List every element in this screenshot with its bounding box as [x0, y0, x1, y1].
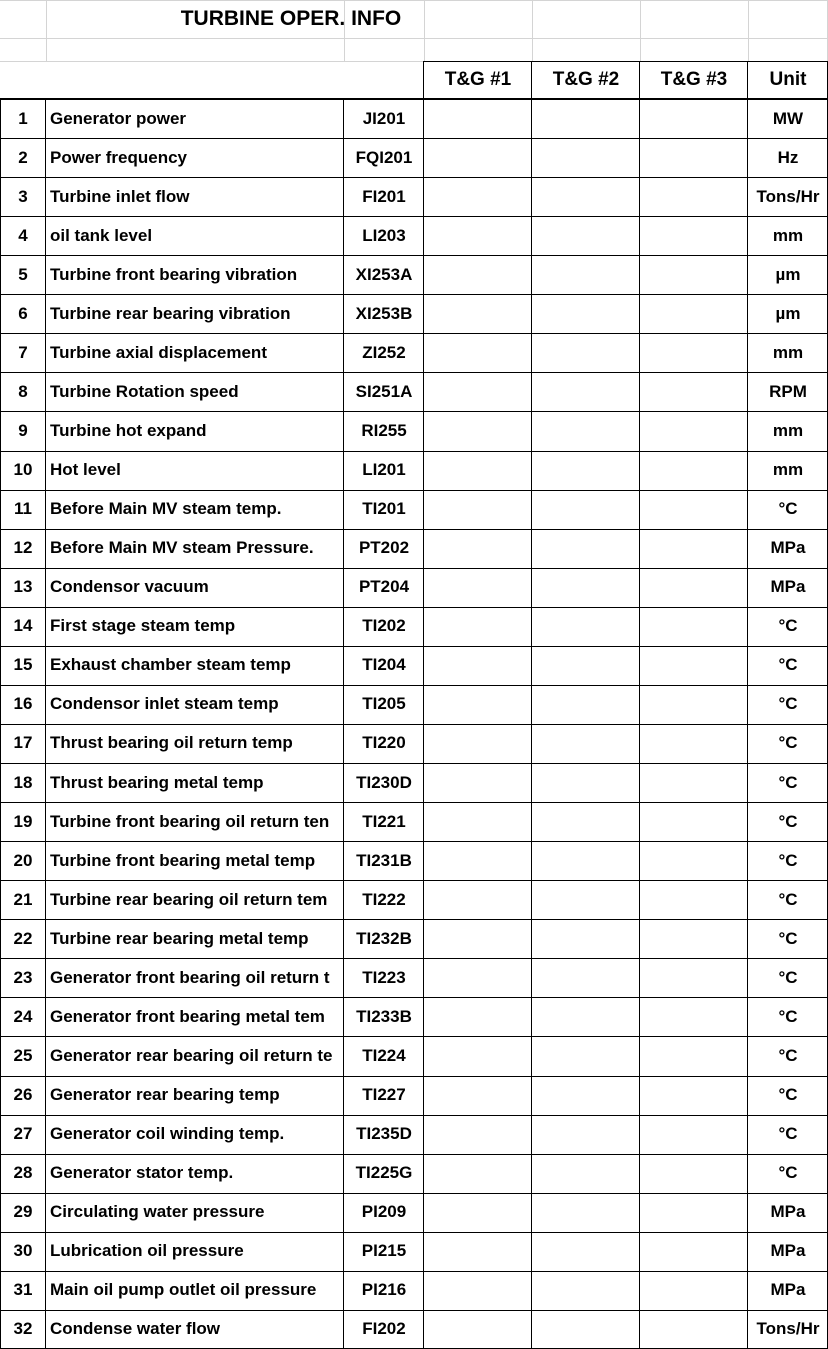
parameter-name[interactable]: Turbine rear bearing vibration — [50, 303, 291, 323]
parameter-name[interactable]: Thrust bearing oil return temp — [50, 733, 293, 753]
tg3-value-cell[interactable] — [640, 372, 748, 411]
parameter-name[interactable]: Turbine inlet flow — [50, 186, 190, 206]
unit-cell[interactable]: MPa — [770, 1241, 806, 1261]
row-number[interactable]: 29 — [13, 1202, 33, 1222]
row-number[interactable]: 7 — [18, 342, 28, 362]
tg1-value-cell[interactable] — [424, 138, 532, 177]
table-border — [0, 724, 828, 725]
tg1-value-cell[interactable] — [424, 1076, 532, 1115]
tg3-value-cell[interactable] — [640, 490, 748, 529]
parameter-name[interactable]: Hot level — [50, 460, 121, 480]
tg1-value-cell[interactable] — [424, 529, 532, 568]
row-number[interactable]: 25 — [13, 1045, 33, 1065]
row-number[interactable]: 13 — [13, 577, 33, 597]
table-border — [0, 1036, 828, 1037]
tag-code[interactable]: PT202 — [358, 538, 410, 558]
row-number[interactable]: 21 — [13, 889, 33, 909]
tg3-value-cell[interactable] — [640, 451, 748, 490]
sheet-gridline — [640, 0, 641, 61]
tg2-value-cell[interactable] — [532, 1036, 640, 1075]
tg2-value-cell[interactable] — [532, 646, 640, 685]
tg1-value-cell[interactable] — [424, 958, 532, 997]
tg2-value-cell[interactable] — [532, 1115, 640, 1154]
tag-code[interactable]: TI204 — [362, 655, 406, 675]
tg2-value-cell[interactable] — [532, 255, 640, 294]
tg1-value-cell[interactable] — [424, 333, 532, 372]
parameter-name[interactable]: Condensor vacuum — [50, 577, 209, 597]
tg3-value-cell[interactable] — [640, 1271, 748, 1310]
unit-cell[interactable]: Hz — [777, 147, 799, 167]
parameter-name[interactable]: Lubrication oil pressure — [50, 1241, 244, 1261]
table-border — [343, 99, 344, 1349]
tg3-value-cell[interactable] — [640, 1310, 748, 1349]
tag-code[interactable]: TI202 — [362, 616, 406, 636]
unit-cell[interactable]: µm — [775, 303, 801, 323]
tg1-value-cell[interactable] — [424, 607, 532, 646]
tg3-value-cell[interactable] — [640, 763, 748, 802]
tg3-value-cell[interactable] — [640, 411, 748, 450]
tag-code[interactable]: ZI252 — [362, 342, 406, 362]
unit-cell[interactable]: °C — [778, 616, 798, 636]
tg3-value-cell[interactable] — [640, 177, 748, 216]
tg3-value-cell[interactable] — [640, 216, 748, 255]
row-number[interactable]: 31 — [13, 1280, 33, 1300]
unit-cell[interactable]: MPa — [770, 577, 806, 597]
table-border — [0, 607, 828, 608]
table-border — [0, 1115, 828, 1116]
table-border — [0, 1076, 828, 1077]
table-border — [0, 99, 1, 1349]
parameter-name[interactable]: Generator coil winding temp. — [50, 1124, 285, 1144]
tg2-value-cell[interactable] — [532, 411, 640, 450]
tg3-value-cell[interactable] — [640, 1115, 748, 1154]
parameter-name[interactable]: Generator power — [50, 108, 187, 128]
unit-cell[interactable]: °C — [778, 772, 798, 792]
unit-cell[interactable]: °C — [778, 1163, 798, 1183]
parameter-name[interactable]: First stage steam temp — [50, 616, 236, 636]
tag-code[interactable]: PI215 — [361, 1241, 407, 1261]
sheet-title[interactable]: TURBINE OPER. INFO — [180, 7, 402, 30]
tag-code[interactable]: TI227 — [362, 1085, 406, 1105]
table-border — [0, 99, 828, 100]
tg1-value-cell[interactable] — [424, 372, 532, 411]
table-border — [0, 802, 828, 803]
unit-cell[interactable]: °C — [778, 811, 798, 831]
unit-cell[interactable]: MPa — [770, 538, 806, 558]
tag-code[interactable]: FI202 — [362, 1319, 406, 1339]
parameter-name[interactable]: Turbine axial displacement — [50, 342, 267, 362]
tg3-value-cell[interactable] — [640, 1193, 748, 1232]
table-border — [0, 255, 828, 256]
tag-code[interactable]: TI221 — [362, 811, 406, 831]
table-border — [0, 763, 828, 764]
tg1-value-cell[interactable] — [424, 1036, 532, 1075]
row-number[interactable]: 3 — [18, 186, 28, 206]
unit-cell[interactable]: Tons/Hr — [756, 1319, 820, 1339]
row-number[interactable]: 27 — [13, 1124, 33, 1144]
tg3-value-cell[interactable] — [640, 841, 748, 880]
tg3-value-cell[interactable] — [640, 1154, 748, 1193]
table-border — [0, 1154, 828, 1155]
tg2-value-cell[interactable] — [532, 880, 640, 919]
row-number[interactable]: 30 — [13, 1241, 33, 1261]
tg3-value-cell[interactable] — [640, 958, 748, 997]
tg3-value-cell[interactable] — [640, 255, 748, 294]
tg1-value-cell[interactable] — [424, 646, 532, 685]
table-border — [0, 216, 828, 217]
tag-code[interactable]: SI251A — [355, 381, 413, 401]
tg1-value-cell[interactable] — [424, 763, 532, 802]
row-number[interactable]: 16 — [13, 694, 33, 714]
tg1-value-cell[interactable] — [424, 724, 532, 763]
tg2-value-cell[interactable] — [532, 99, 640, 138]
table-border — [747, 61, 748, 1349]
tg3-value-cell[interactable] — [640, 685, 748, 724]
unit-cell[interactable]: RPM — [769, 381, 807, 401]
table-border — [639, 61, 640, 1349]
tg1-value-cell[interactable] — [424, 997, 532, 1036]
tag-code[interactable]: TI224 — [362, 1045, 406, 1065]
tg2-value-cell[interactable] — [532, 177, 640, 216]
tg1-value-cell[interactable] — [424, 1271, 532, 1310]
row-number[interactable]: 19 — [13, 811, 33, 831]
tag-code[interactable]: XI253A — [355, 264, 413, 284]
tg3-value-cell[interactable] — [640, 294, 748, 333]
parameter-name[interactable]: Turbine front bearing metal temp — [50, 850, 316, 870]
parameter-name[interactable]: Generator rear bearing temp — [50, 1085, 280, 1105]
table-border — [0, 568, 828, 569]
tg2-value-cell[interactable] — [532, 1193, 640, 1232]
table-border — [423, 61, 424, 1349]
tg2-value-cell[interactable] — [532, 490, 640, 529]
tg2-value-cell[interactable] — [532, 1271, 640, 1310]
tag-code[interactable]: TI223 — [362, 967, 406, 987]
tg3-value-cell[interactable] — [640, 568, 748, 607]
table-border — [0, 1232, 828, 1233]
unit-cell[interactable]: °C — [778, 967, 798, 987]
tg1-value-cell[interactable] — [424, 802, 532, 841]
tag-code[interactable]: JI201 — [362, 108, 406, 128]
tag-code[interactable]: RI255 — [361, 420, 407, 440]
tg2-value-cell[interactable] — [532, 529, 640, 568]
parameter-name[interactable]: Thrust bearing metal temp — [50, 772, 264, 792]
tg1-value-cell[interactable] — [424, 451, 532, 490]
table-border — [0, 411, 828, 412]
tg2-value-cell[interactable] — [532, 333, 640, 372]
row-number[interactable]: 23 — [13, 967, 33, 987]
table-border — [45, 99, 46, 1349]
tg3-value-cell[interactable] — [640, 1076, 748, 1115]
tg3-value-cell[interactable] — [640, 1036, 748, 1075]
tg1-value-cell[interactable] — [424, 1193, 532, 1232]
tg1-value-cell[interactable] — [424, 841, 532, 880]
table-border — [0, 529, 828, 530]
parameter-name[interactable]: Before Main MV steam temp. — [50, 499, 282, 519]
sheet-gridline — [0, 38, 828, 39]
parameter-name[interactable]: Turbine rear bearing oil return tem — [50, 889, 328, 909]
tg1-value-cell[interactable] — [424, 1115, 532, 1154]
tag-code[interactable]: PI216 — [361, 1280, 407, 1300]
tg2-value-cell[interactable] — [532, 841, 640, 880]
tg1-value-cell[interactable] — [424, 294, 532, 333]
row-number[interactable]: 18 — [13, 772, 33, 792]
row-number[interactable]: 4 — [18, 225, 28, 245]
row-number[interactable]: 24 — [13, 1006, 33, 1026]
tg1-value-cell[interactable] — [424, 255, 532, 294]
unit-cell[interactable]: µm — [775, 264, 801, 284]
table-border — [0, 841, 828, 842]
parameter-name[interactable]: Generator front bearing oil return t — [50, 967, 330, 987]
table-border — [0, 490, 828, 491]
row-number[interactable]: 9 — [18, 420, 28, 440]
row-number[interactable]: 22 — [13, 928, 33, 948]
tg3-value-cell[interactable] — [640, 880, 748, 919]
tg1-value-cell[interactable] — [424, 568, 532, 607]
header-unit[interactable]: Unit — [769, 69, 807, 90]
parameter-name[interactable]: Condense water flow — [50, 1319, 221, 1339]
row-number[interactable]: 11 — [14, 499, 32, 519]
tg1-value-cell[interactable] — [424, 1232, 532, 1271]
unit-cell[interactable]: °C — [778, 655, 798, 675]
table-border — [0, 372, 828, 373]
tg3-value-cell[interactable] — [640, 997, 748, 1036]
tag-code[interactable]: FQI201 — [355, 147, 413, 167]
unit-cell[interactable]: °C — [778, 733, 798, 753]
tg3-value-cell[interactable] — [640, 138, 748, 177]
parameter-name[interactable]: Turbine hot expand — [50, 420, 207, 440]
tag-code[interactable]: TI232B — [356, 928, 412, 948]
tg1-value-cell[interactable] — [424, 177, 532, 216]
unit-cell[interactable]: °C — [778, 850, 798, 870]
table-border — [0, 451, 828, 452]
unit-cell[interactable]: Tons/Hr — [756, 186, 820, 206]
tg1-value-cell[interactable] — [424, 880, 532, 919]
parameter-name[interactable]: Generator front bearing metal tem — [50, 1006, 325, 1026]
tg2-value-cell[interactable] — [532, 607, 640, 646]
row-number[interactable]: 32 — [13, 1319, 33, 1339]
unit-cell[interactable]: MW — [772, 108, 804, 128]
unit-cell[interactable]: °C — [778, 928, 798, 948]
tag-code[interactable]: PI209 — [361, 1202, 407, 1222]
row-number[interactable]: 6 — [18, 303, 28, 323]
unit-cell[interactable]: °C — [778, 1085, 798, 1105]
parameter-name[interactable]: Turbine front bearing oil return ten — [50, 811, 330, 831]
tg3-value-cell[interactable] — [640, 724, 748, 763]
header-tg1[interactable]: T&G #1 — [444, 69, 512, 90]
row-number[interactable]: 28 — [13, 1163, 33, 1183]
row-number[interactable]: 1 — [18, 108, 28, 128]
row-number[interactable]: 10 — [13, 460, 33, 480]
tg3-value-cell[interactable] — [640, 1232, 748, 1271]
tag-code[interactable]: TI220 — [362, 733, 406, 753]
tg2-value-cell[interactable] — [532, 216, 640, 255]
row-number[interactable]: 5 — [18, 264, 28, 284]
tag-code[interactable]: TI231B — [356, 850, 412, 870]
tg1-value-cell[interactable] — [424, 490, 532, 529]
tg2-value-cell[interactable] — [532, 294, 640, 333]
unit-cell[interactable]: °C — [778, 694, 798, 714]
tg3-value-cell[interactable] — [640, 607, 748, 646]
tag-code[interactable]: LI201 — [362, 460, 406, 480]
unit-cell[interactable]: MPa — [770, 1280, 806, 1300]
table-border — [423, 61, 828, 62]
unit-cell[interactable]: mm — [772, 460, 804, 480]
tg2-value-cell[interactable] — [532, 919, 640, 958]
table-border — [0, 919, 828, 920]
tg2-value-cell[interactable] — [532, 451, 640, 490]
parameter-name[interactable]: Main oil pump outlet oil pressure — [50, 1280, 317, 1300]
table-border — [0, 177, 828, 178]
row-number[interactable]: 8 — [18, 381, 28, 401]
row-number[interactable]: 14 — [13, 616, 33, 636]
tg2-value-cell[interactable] — [532, 997, 640, 1036]
tag-code[interactable]: XI253B — [355, 303, 413, 323]
tag-code[interactable]: LI203 — [362, 225, 406, 245]
table-border — [0, 1310, 828, 1311]
tag-code[interactable]: PT204 — [358, 577, 410, 597]
tag-code[interactable]: TI235D — [356, 1124, 412, 1144]
tg2-value-cell[interactable] — [532, 1154, 640, 1193]
unit-cell[interactable]: mm — [772, 225, 804, 245]
unit-cell[interactable]: °C — [778, 1006, 798, 1026]
tg1-value-cell[interactable] — [424, 99, 532, 138]
parameter-name[interactable]: Turbine Rotation speed — [50, 381, 239, 401]
parameter-name[interactable]: Condensor inlet steam temp — [50, 694, 279, 714]
table-border — [0, 1271, 828, 1272]
table-border — [0, 880, 828, 881]
tg2-value-cell[interactable] — [532, 685, 640, 724]
table-border — [0, 138, 828, 139]
table-border — [0, 646, 828, 647]
unit-cell[interactable]: mm — [772, 342, 804, 362]
table-border — [0, 333, 828, 334]
parameter-name[interactable]: Generator stator temp. — [50, 1163, 234, 1183]
tg2-value-cell[interactable] — [532, 1076, 640, 1115]
tg1-value-cell[interactable] — [424, 1310, 532, 1349]
tg1-value-cell[interactable] — [424, 411, 532, 450]
tg3-value-cell[interactable] — [640, 919, 748, 958]
tag-code[interactable]: FI201 — [362, 186, 406, 206]
parameter-name[interactable]: Turbine rear bearing metal temp — [50, 928, 309, 948]
tg1-value-cell[interactable] — [424, 919, 532, 958]
tag-code[interactable]: TI205 — [362, 694, 406, 714]
unit-cell[interactable]: °C — [778, 499, 798, 519]
header-tg3[interactable]: T&G #3 — [660, 69, 728, 90]
tag-code[interactable]: TI201 — [362, 499, 406, 519]
table-border — [531, 61, 532, 1349]
row-number[interactable]: 15 — [13, 655, 33, 675]
table-border — [0, 294, 828, 295]
tg2-value-cell[interactable] — [532, 724, 640, 763]
tg2-value-cell[interactable] — [532, 763, 640, 802]
tag-code[interactable]: TI233B — [356, 1006, 412, 1026]
parameter-name[interactable]: Exhaust chamber steam temp — [50, 655, 291, 675]
table-border — [0, 1193, 828, 1194]
tg2-value-cell[interactable] — [532, 372, 640, 411]
parameter-name[interactable]: Turbine front bearing vibration — [50, 264, 298, 284]
unit-cell[interactable]: °C — [778, 889, 798, 909]
table-border — [0, 685, 828, 686]
parameter-name[interactable]: Before Main MV steam Pressure. — [50, 538, 314, 558]
header-tg2[interactable]: T&G #2 — [552, 69, 620, 90]
tg3-value-cell[interactable] — [640, 529, 748, 568]
parameter-name[interactable]: Generator rear bearing oil return te — [50, 1045, 333, 1065]
tg1-value-cell[interactable] — [424, 216, 532, 255]
tg2-value-cell[interactable] — [532, 802, 640, 841]
row-number[interactable]: 26 — [13, 1085, 33, 1105]
table-border — [0, 997, 828, 998]
parameter-name[interactable]: Power frequency — [50, 147, 187, 167]
parameter-name[interactable]: Circulating water pressure — [50, 1202, 265, 1222]
tg1-value-cell[interactable] — [424, 1154, 532, 1193]
row-number[interactable]: 12 — [13, 538, 33, 558]
tg2-value-cell[interactable] — [532, 138, 640, 177]
tg2-value-cell[interactable] — [532, 1232, 640, 1271]
tg2-value-cell[interactable] — [532, 958, 640, 997]
unit-cell[interactable]: MPa — [770, 1202, 806, 1222]
row-number[interactable]: 20 — [13, 850, 33, 870]
tg3-value-cell[interactable] — [640, 802, 748, 841]
unit-cell[interactable]: °C — [778, 1045, 798, 1065]
unit-cell[interactable]: °C — [778, 1124, 798, 1144]
unit-cell[interactable]: mm — [772, 420, 804, 440]
tg3-value-cell[interactable] — [640, 646, 748, 685]
parameter-name[interactable]: oil tank level — [50, 225, 153, 245]
row-number[interactable]: 2 — [18, 147, 28, 167]
tg3-value-cell[interactable] — [640, 333, 748, 372]
tg3-value-cell[interactable] — [640, 99, 748, 138]
row-number[interactable]: 17 — [13, 733, 33, 753]
tag-code[interactable]: TI225G — [355, 1163, 413, 1183]
tg1-value-cell[interactable] — [424, 685, 532, 724]
tag-code[interactable]: TI222 — [362, 889, 406, 909]
tag-code[interactable]: TI230D — [356, 772, 412, 792]
tg2-value-cell[interactable] — [532, 568, 640, 607]
table-border — [0, 958, 828, 959]
tg2-value-cell[interactable] — [532, 1310, 640, 1349]
sheet-gridline — [748, 0, 749, 61]
